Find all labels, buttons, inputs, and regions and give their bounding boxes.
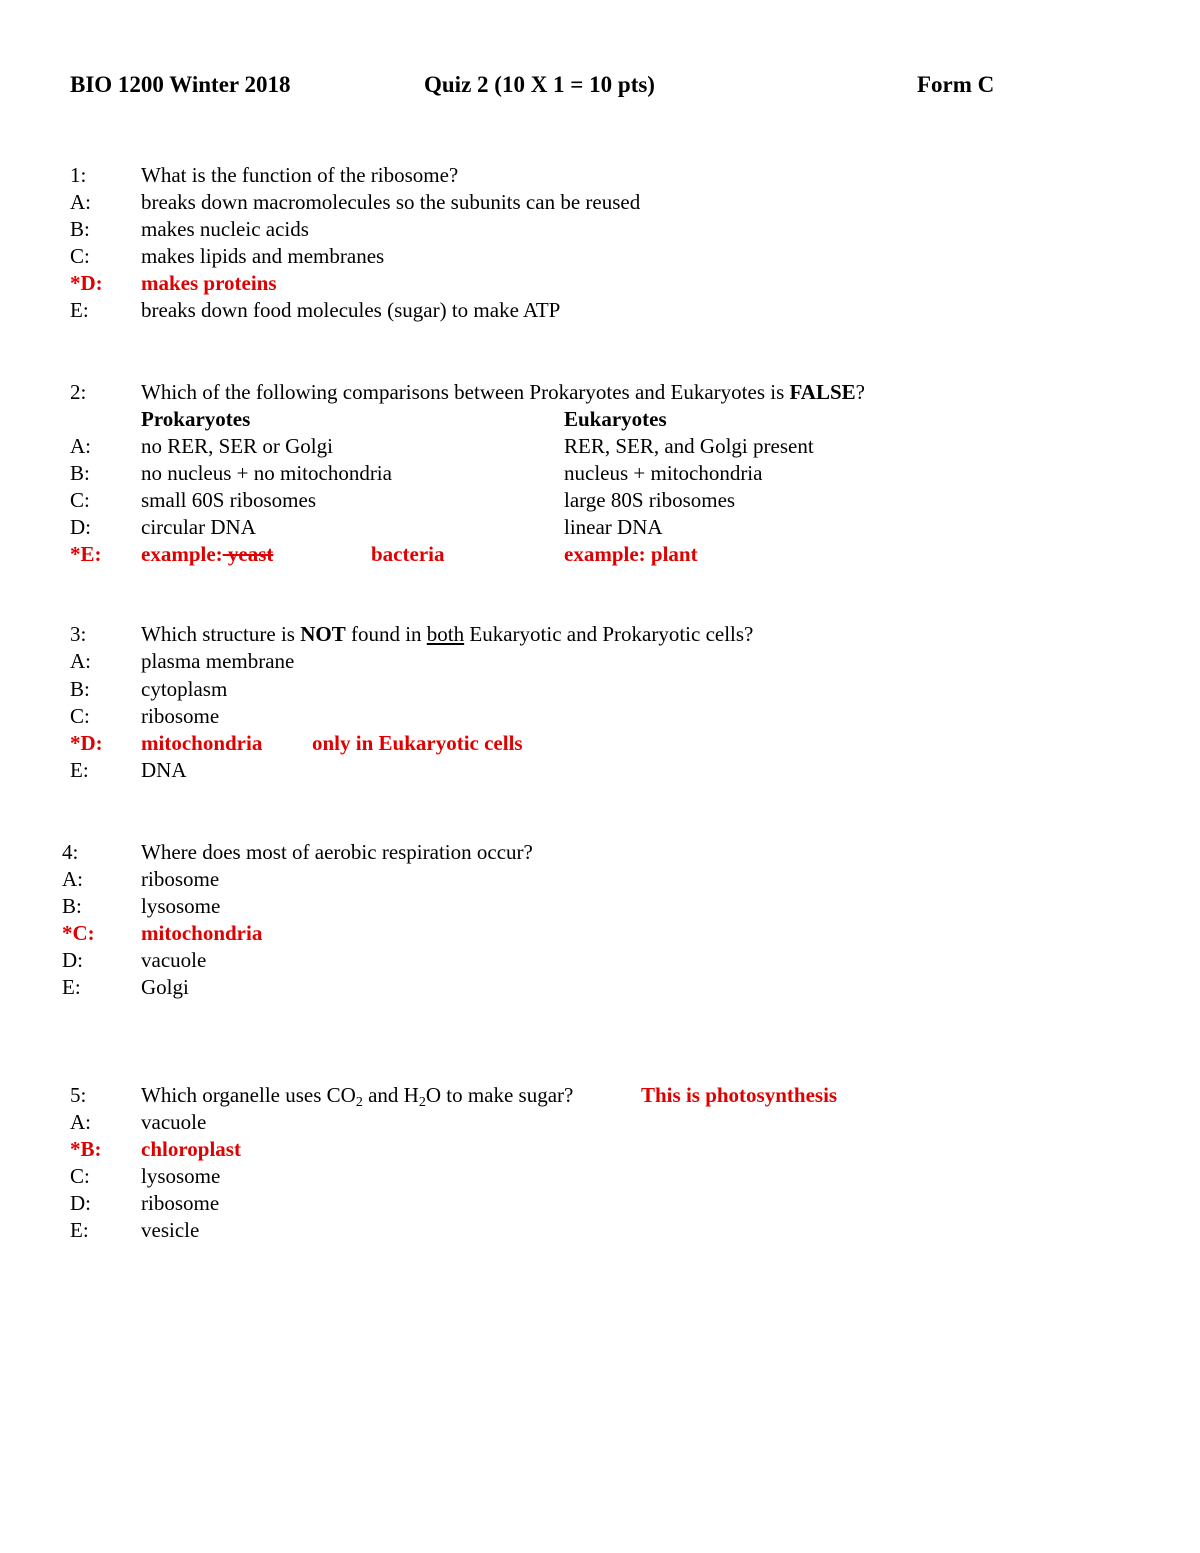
q1-option-a	[0, 189, 1200, 216]
option-label: E:	[62, 975, 81, 999]
option-text: ribosome	[141, 1191, 220, 1215]
q2-option-c	[0, 487, 1200, 514]
q1-number: 1:	[70, 163, 87, 187]
option-text: vacuole	[141, 1110, 207, 1134]
q5-text-a: Which organelle uses CO	[141, 1083, 356, 1107]
course-title: BIO 1200 Winter 2018	[70, 72, 291, 97]
option-text: mitochondria	[141, 731, 263, 755]
option-text: mitochondria	[141, 921, 263, 945]
q1-option-e	[0, 297, 1200, 324]
q2-col-prokaryotes: Prokaryotes	[141, 407, 251, 431]
option-left: no nucleus + no mitochondria	[141, 461, 392, 485]
q1-option-c	[0, 243, 1200, 270]
q4-option-c-correct	[0, 920, 1200, 947]
option-right: example: plant	[564, 542, 698, 566]
option-label: B:	[62, 894, 82, 918]
option-text: plasma membrane	[141, 649, 295, 673]
q2-text	[141, 379, 865, 406]
q5-correction-note: This is photosynthesis	[641, 1083, 838, 1107]
q2-text-bold: FALSE	[789, 380, 856, 404]
option-label: *D:	[70, 271, 103, 295]
option-text: breaks down food molecules (sugar) to make ATP	[141, 298, 561, 322]
q2-number: 2:	[70, 380, 87, 404]
option-right: large 80S ribosomes	[564, 488, 736, 512]
q5-option-a	[0, 1109, 1200, 1136]
option-label: D:	[70, 1191, 91, 1215]
q5-text	[141, 1082, 573, 1109]
q2-option-e-correct	[0, 541, 1200, 568]
option-label: *D:	[70, 731, 103, 755]
option-left-plain: example:	[141, 542, 223, 566]
q5-question	[0, 1082, 1200, 1109]
q2-correction-note: bacteria	[371, 542, 445, 566]
option-text: vesicle	[141, 1218, 200, 1242]
option-left	[141, 541, 273, 568]
option-text: vacuole	[141, 948, 207, 972]
option-right: linear DNA	[564, 515, 663, 539]
option-text: makes lipids and membranes	[141, 244, 385, 268]
q3-option-d-correct	[0, 730, 1200, 757]
q5-number: 5:	[70, 1083, 87, 1107]
q5-option-c	[0, 1163, 1200, 1190]
q3-question	[0, 621, 1200, 648]
q4-option-e	[0, 974, 1200, 1001]
form-label: Form C	[917, 72, 995, 97]
option-right: RER, SER, and Golgi present	[564, 434, 814, 458]
quiz-title: Quiz 2 (10 X 1 = 10 pts)	[424, 72, 655, 97]
q3-option-a	[0, 648, 1200, 675]
option-label: A:	[70, 1110, 91, 1134]
q3-option-e	[0, 757, 1200, 784]
q2-text-pre: Which of the following comparisons between Prokaryotes and Eukaryotes is	[141, 380, 790, 404]
q4-option-d	[0, 947, 1200, 974]
q2-col-eukaryotes: Eukaryotes	[564, 407, 667, 431]
q3-text-underline: both	[426, 622, 465, 646]
q5-sub-2: 2	[418, 1095, 426, 1110]
option-label: C:	[70, 488, 90, 512]
option-left: small 60S ribosomes	[141, 488, 317, 512]
q2-option-b	[0, 460, 1200, 487]
q2-text-post: ?	[855, 380, 865, 404]
q4-question	[0, 839, 1200, 866]
q4-text: Where does most of aerobic respiration occur?	[141, 840, 533, 864]
option-text: breaks down macromolecules so the subunits can be reused	[141, 190, 641, 214]
q1-option-d-correct	[0, 270, 1200, 297]
option-right: nucleus + mitochondria	[564, 461, 763, 485]
option-label: A:	[70, 434, 91, 458]
q1-text: What is the function of the ribosome?	[141, 163, 459, 187]
q5-option-b-correct	[0, 1136, 1200, 1163]
option-label: E:	[70, 298, 89, 322]
option-text: chloroplast	[141, 1137, 241, 1161]
q1-question	[0, 162, 1200, 189]
option-text: ribosome	[141, 867, 220, 891]
option-label: E:	[70, 758, 89, 782]
q3-text-b: found in	[345, 622, 427, 646]
option-label: *E:	[70, 542, 102, 566]
option-label: D:	[62, 948, 83, 972]
q3-text-c: Eukaryotic and Prokaryotic cells?	[464, 622, 754, 646]
option-text: lysosome	[141, 894, 221, 918]
q5-text-b: and H	[362, 1083, 419, 1107]
q2-option-d	[0, 514, 1200, 541]
option-left: no RER, SER or Golgi	[141, 434, 333, 458]
q3-text	[141, 621, 753, 648]
option-label: *C:	[62, 921, 95, 945]
option-text: makes nucleic acids	[141, 217, 309, 241]
option-left-struck: yeast	[222, 542, 274, 566]
option-text: Golgi	[141, 975, 189, 999]
option-label: C:	[70, 704, 90, 728]
q3-option-c	[0, 703, 1200, 730]
quiz-header	[0, 72, 1200, 106]
q2-column-headers	[0, 406, 1200, 433]
option-label: B:	[70, 461, 90, 485]
q3-option-b	[0, 676, 1200, 703]
q5-text-c: O to make sugar?	[425, 1083, 574, 1107]
option-text: makes proteins	[141, 271, 277, 295]
q2-option-a	[0, 433, 1200, 460]
q4-option-a	[0, 866, 1200, 893]
q3-text-bold: NOT	[300, 622, 346, 646]
option-label: *B:	[70, 1137, 102, 1161]
option-label: A:	[70, 190, 91, 214]
q3-correction-note: only in Eukaryotic cells	[312, 731, 523, 755]
option-label: E:	[70, 1218, 89, 1242]
option-text: DNA	[141, 758, 187, 782]
q5-option-e	[0, 1217, 1200, 1244]
q3-text-a: Which structure is	[141, 622, 301, 646]
option-label: C:	[70, 1164, 90, 1188]
q5-option-d	[0, 1190, 1200, 1217]
q4-option-b	[0, 893, 1200, 920]
option-left: circular DNA	[141, 515, 256, 539]
q1-option-b	[0, 216, 1200, 243]
q3-number: 3:	[70, 622, 87, 646]
option-label: D:	[70, 515, 91, 539]
option-label: A:	[70, 649, 91, 673]
q4-number: 4:	[62, 840, 79, 864]
option-label: A:	[62, 867, 83, 891]
q5-sub-1: 2	[355, 1095, 363, 1110]
option-label: B:	[70, 677, 90, 701]
option-text: cytoplasm	[141, 677, 228, 701]
option-text: lysosome	[141, 1164, 221, 1188]
option-label: C:	[70, 244, 90, 268]
option-text: ribosome	[141, 704, 220, 728]
q2-question	[0, 379, 1200, 406]
option-label: B:	[70, 217, 90, 241]
